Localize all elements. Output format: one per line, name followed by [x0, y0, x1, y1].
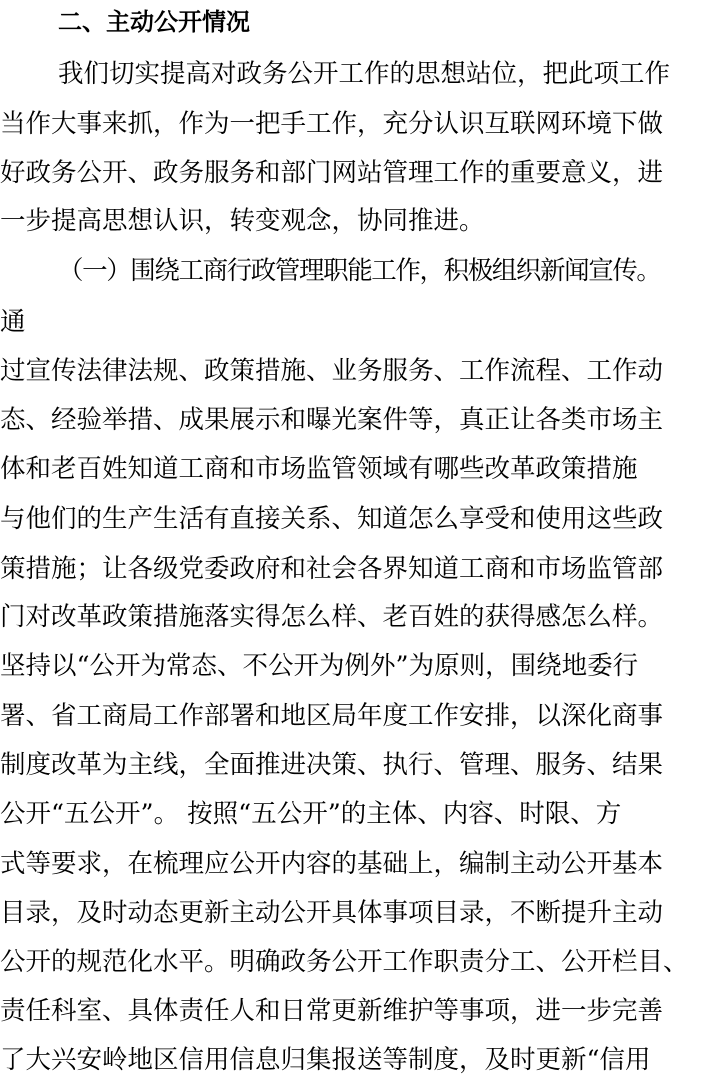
section-heading: 二、主动公开情况 — [58, 8, 250, 36]
paragraph-line: 与他们的生产生活有直接关系、知道怎么享受和使用这些政 — [0, 504, 664, 534]
paragraph-line: 一步提高思想认识，转变观念，协同推进。 — [0, 206, 485, 236]
paragraph-line: 好政务公开、政务服务和部门网站管理工作的重要意义，进 — [0, 158, 664, 188]
paragraph-line: 式等要求，在梳理应公开内容的基础上，编制主动公开基本 — [0, 849, 664, 879]
paragraph-line: 署、省工商局工作部署和地区局年度工作安排，以深化商事 — [0, 701, 664, 731]
paragraph-line: 了大兴安岭地区信用信息归集报送等制度，及时更新“信用 — [0, 1045, 651, 1075]
paragraph-line: 当作大事来抓，作为一把手工作，充分认识互联网环境下做 — [0, 109, 664, 139]
paragraph-line: 坚持以“公开为常态、不公开为例外”为原则，围绕地委行 — [0, 651, 639, 681]
paragraph-line: 态、经验举措、成果展示和曝光案件等，真正让各类市场主 — [0, 405, 664, 435]
paragraph-line: 通 — [0, 307, 26, 337]
paragraph-line: 体和老百姓知道工商和市场监管领域有哪些改革政策措施 — [0, 454, 638, 484]
paragraph-line: 公开“五公开”。 按照“五公开”的主体、内容、时限、方 — [0, 799, 622, 829]
paragraph-line: 公开的规范化水平。明确政务公开工作职责分工、公开栏目、 — [0, 947, 689, 977]
paragraph-line: 策措施；让各级党委政府和社会各界知道工商和市场监管部 — [0, 554, 664, 584]
paragraph-line: 我们切实提高对政务公开工作的思想站位，把此项工作 — [58, 59, 671, 89]
paragraph-line: 门对改革政策措施落实得怎么样、老百姓的获得感怎么样。 — [0, 602, 664, 632]
subsection-heading: （一）围绕工商行政管理职能工作，积极组织新闻宣传。 — [58, 256, 661, 286]
paragraph-line: 目录，及时动态更新主动公开具体事项目录，不断提升主动 — [0, 898, 664, 928]
paragraph-line: 制度改革为主线，全面推进决策、执行、管理、服务、结果 — [0, 750, 664, 780]
paragraph-line: 责任科室、具体责任人和日常更新维护等事项，进一步完善 — [0, 996, 664, 1026]
paragraph-line: 过宣传法律法规、政策措施、业务服务、工作流程、工作动 — [0, 356, 664, 386]
